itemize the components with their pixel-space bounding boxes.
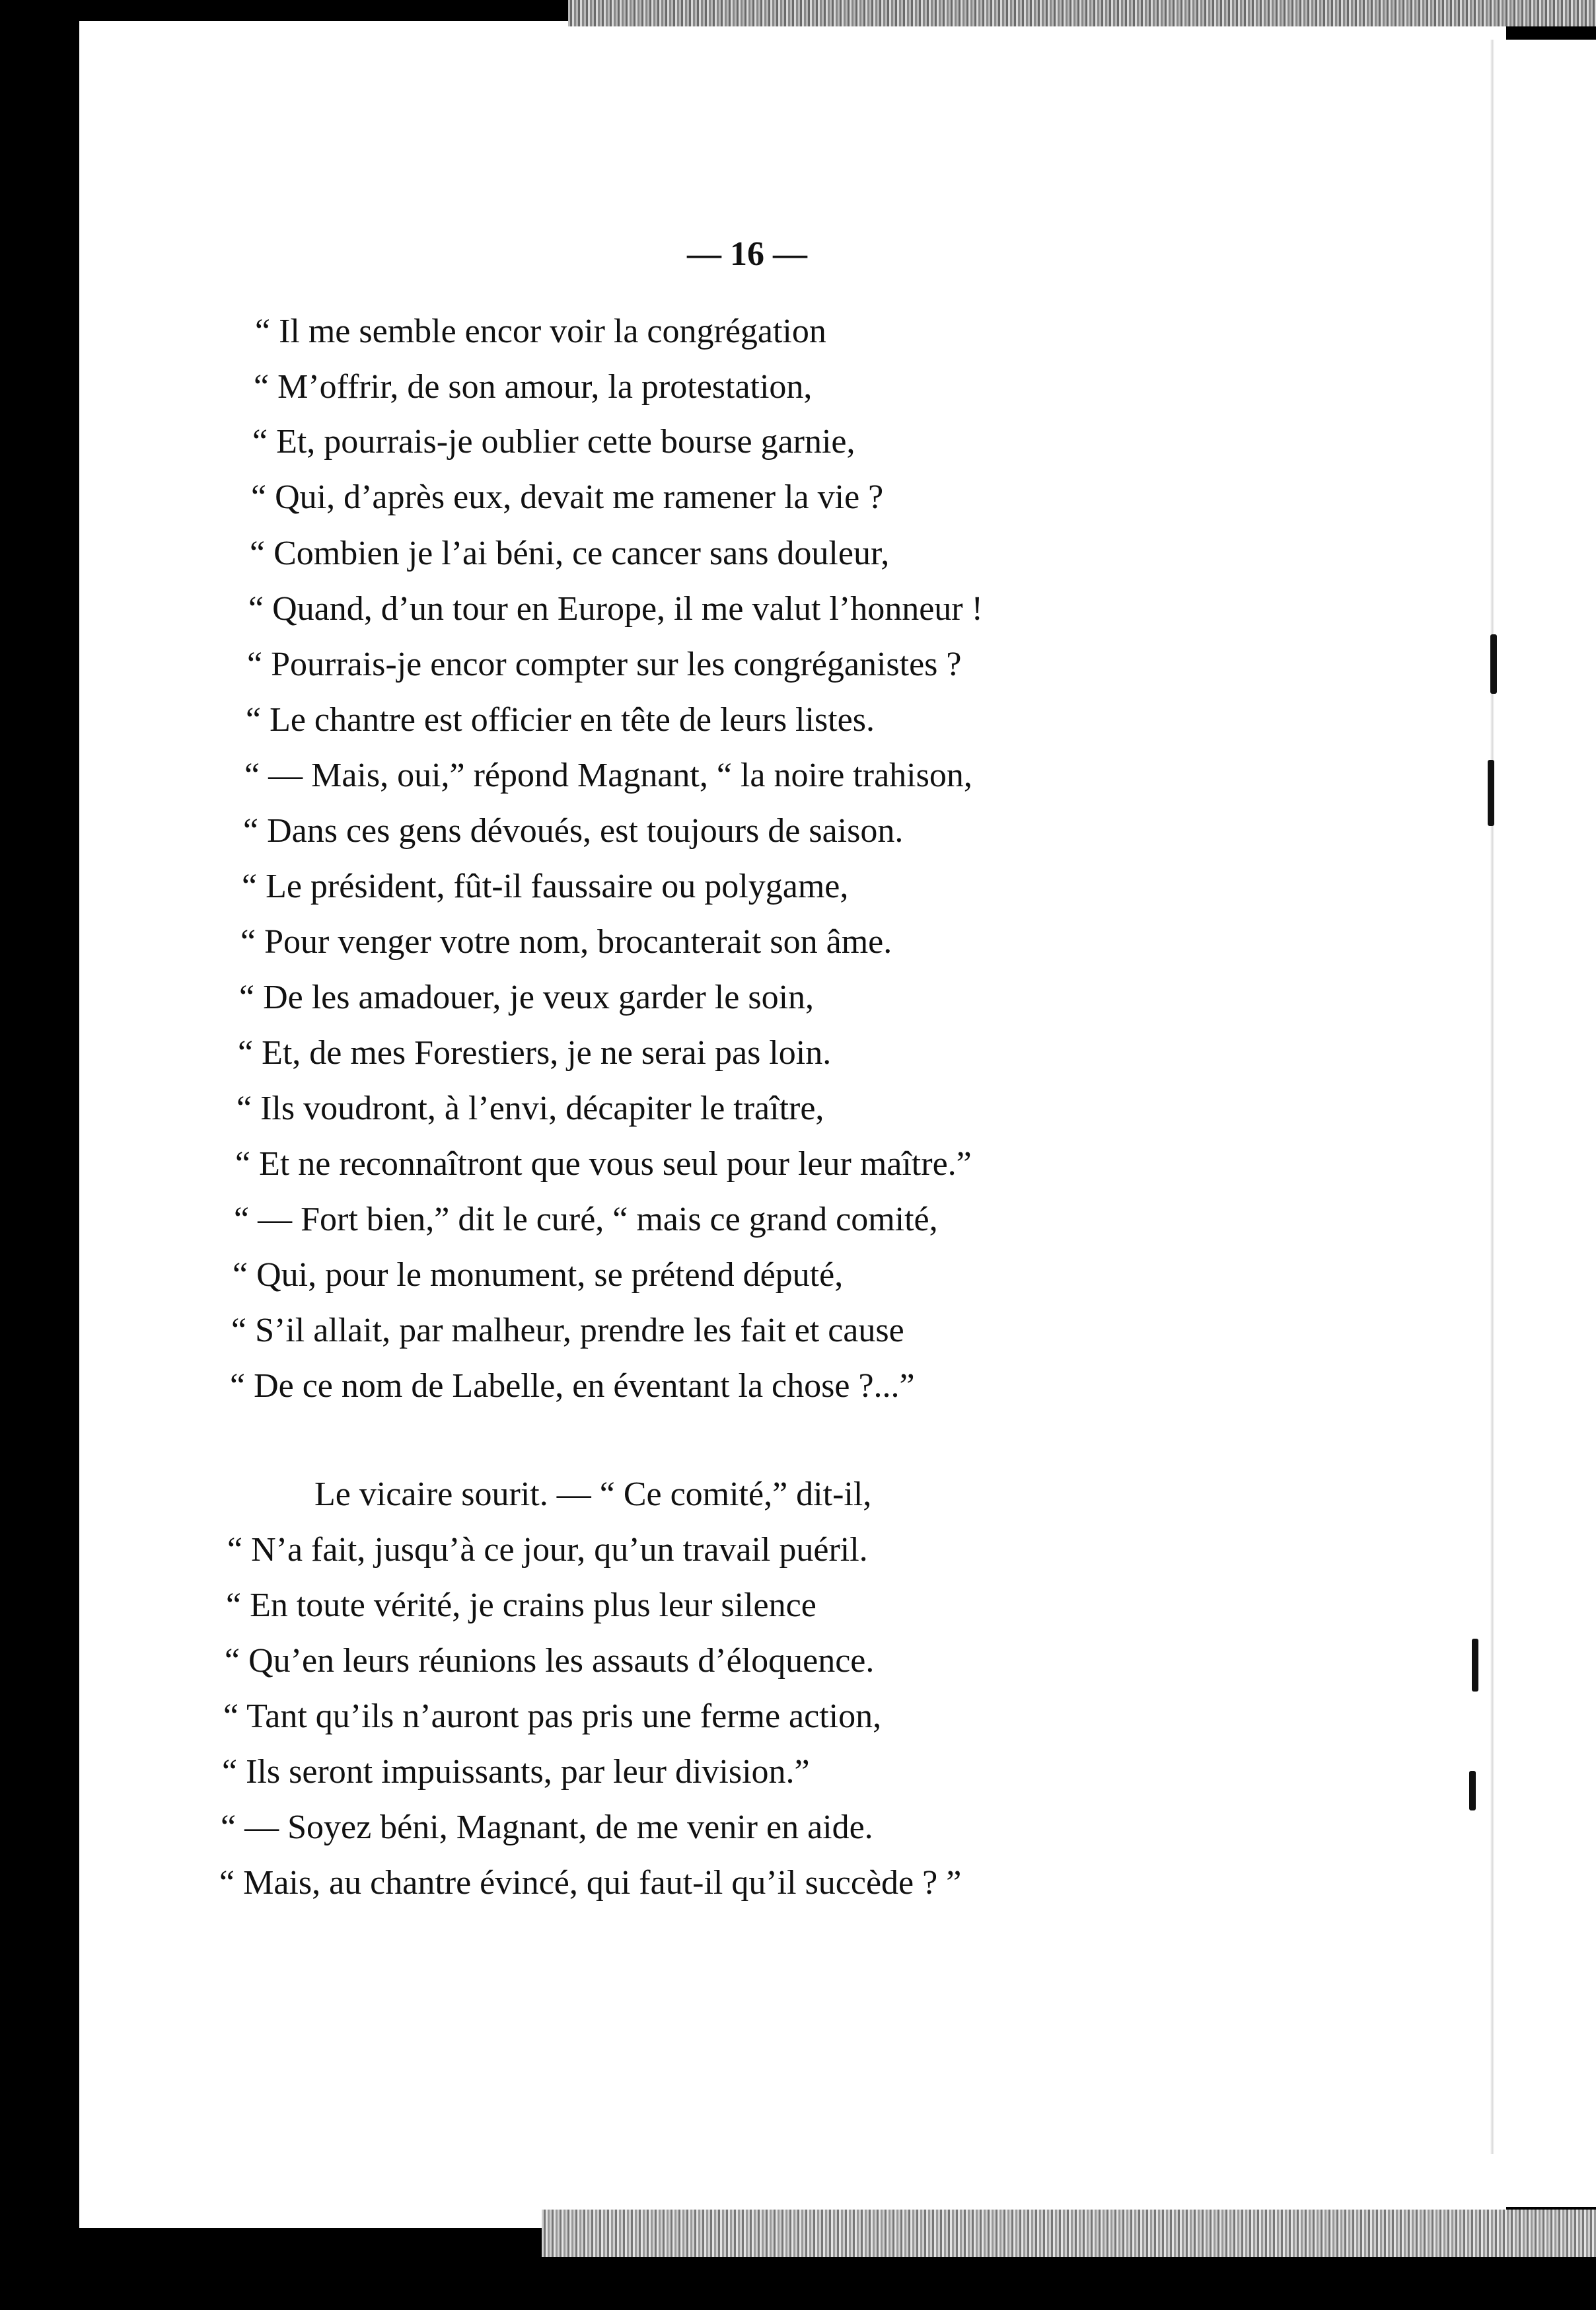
verse-line: “ M’offrir, de son amour, la protestation, — [254, 368, 813, 406]
binding-mark — [1469, 1771, 1476, 1810]
binding-mark — [1488, 760, 1494, 826]
verse-line: “ — Fort bien,” dit le curé, “ mais ce grand comité, — [234, 1201, 938, 1238]
verse-line: “ Et ne reconnaîtront que vous seul pour leur maître.” — [235, 1145, 972, 1183]
verse-line: “ Il me semble encor voir la congrégation — [255, 313, 826, 350]
verse-line: “ Quand, d’un tour en Europe, il me valut l’honneur ! — [248, 590, 983, 628]
verse-line: “ S’il allait, par malheur, prendre les fait et cause — [231, 1312, 904, 1349]
scan-bottom-edge — [542, 2210, 1596, 2257]
verse-line: “ Le chantre est officier en tête de leurs listes. — [246, 701, 875, 739]
verse-line: “ Pour venger votre nom, brocanterait son âme. — [240, 923, 892, 961]
page-number: — 16 — — [687, 235, 807, 273]
verse-line: “ Et, pourrais-je oublier cette bourse garnie, — [252, 423, 855, 461]
verse-line: “ Tant qu’ils n’auront pas pris une ferme action, — [223, 1697, 882, 1735]
verse-line: “ Mais, au chantre évincé, qui faut-il qu’il succède ? ” — [219, 1864, 962, 1902]
verse-line: “ Dans ces gens dévoués, est toujours de saison. — [243, 812, 904, 850]
verse-line: “ Ils voudront, à l’envi, décapiter le traître, — [236, 1090, 824, 1127]
verse-line: Le vicaire sourit. — “ Ce comité,” dit-il, — [314, 1475, 872, 1513]
verse-line: “ Pourrais-je encor compter sur les congréganistes ? — [247, 646, 962, 683]
verse-line: “ En toute vérité, je crains plus leur silence — [226, 1586, 816, 1624]
verse-line: “ N’a fait, jusqu’à ce jour, qu’un travail puéril. — [227, 1531, 868, 1569]
binding-mark — [1472, 1639, 1478, 1692]
verse-line: “ Qui, pour le monument, se prétend député, — [233, 1256, 844, 1294]
verse-line: “ — Soyez béni, Magnant, de me venir en aide. — [221, 1808, 873, 1846]
verse-line: “ Combien je l’ai béni, ce cancer sans douleur, — [250, 535, 890, 572]
verse-line: “ Qui, d’après eux, devait me ramener la vie ? — [251, 478, 884, 516]
verse-line: “ Le président, fût-il faussaire ou polygame, — [242, 868, 849, 905]
verse-line: “ Qu’en leurs réunions les assauts d’éloquence. — [225, 1642, 875, 1680]
scan-top-edge — [568, 0, 1596, 26]
verse-line: “ De ce nom de Labelle, en éventant la chose ?...” — [230, 1367, 915, 1405]
verse-line: “ — Mais, oui,” répond Magnant, “ la noire trahison, — [244, 757, 972, 794]
verse-line: “ De les amadouer, je veux garder le soin, — [239, 979, 815, 1016]
verse-line: “ Ils seront impuissants, par leur division.” — [222, 1753, 810, 1791]
facing-page-edge — [1506, 40, 1596, 2207]
verse-line: “ Et, de mes Forestiers, je ne serai pas loin. — [238, 1034, 832, 1072]
page-fold — [1490, 40, 1494, 2154]
binding-mark — [1490, 634, 1497, 694]
